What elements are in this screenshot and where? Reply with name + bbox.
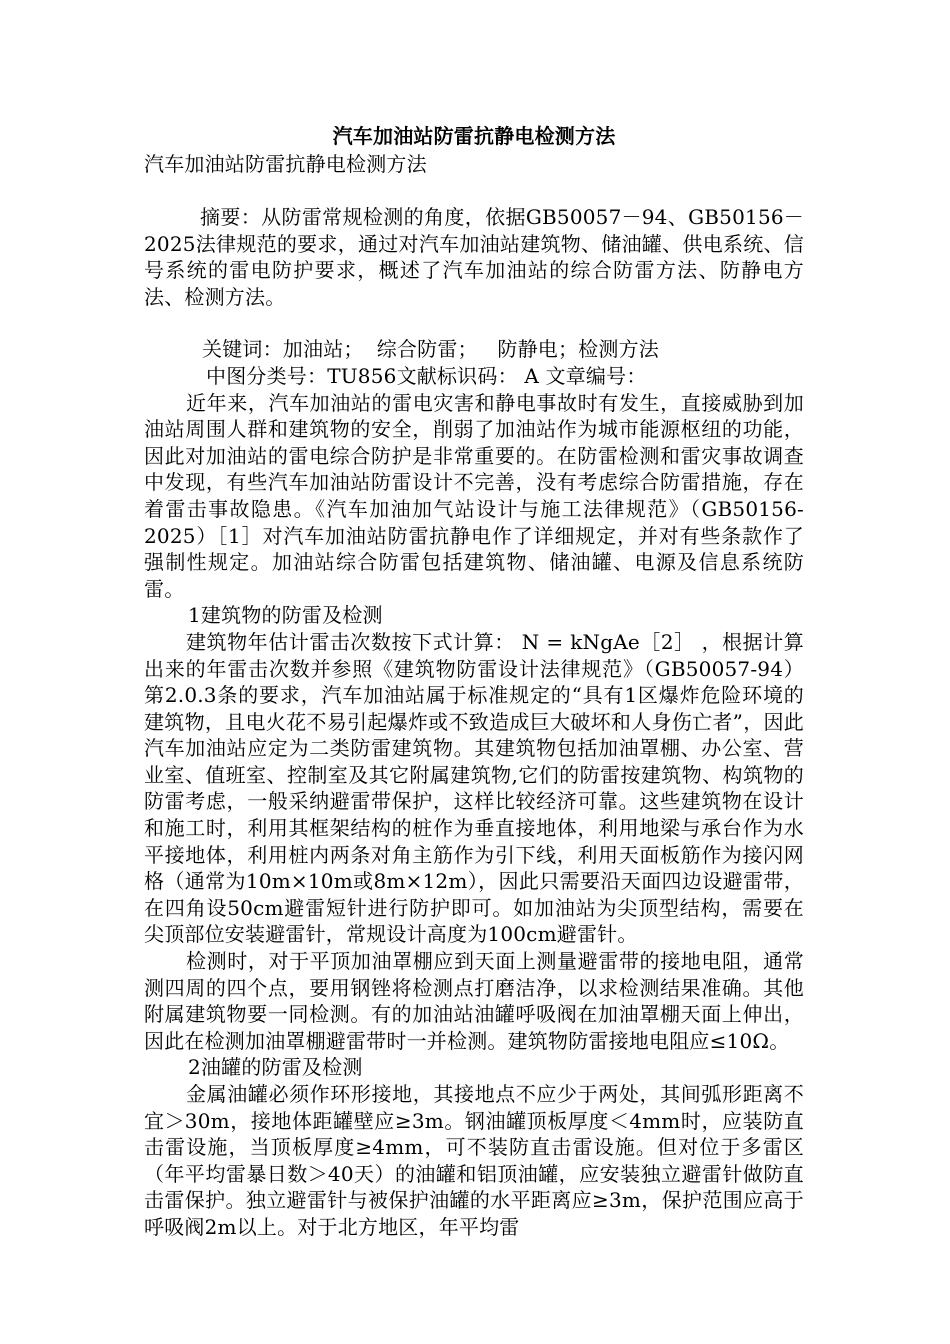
section1-paragraph-1: 建筑物年估计雷击次数按下式计算： N = kNgAe［2］ ，根据计算出来的年雷击次数并参照《建筑物防雷设计法律规范》（GB50057-94）第2.0.3条的要求，汽车加油站属于标准规定的“具有1区爆炸危险环境的建筑物，且电火花不易引起爆炸或不致造成巨大破坏和人身伤亡者”，因此汽车加油站应定为二类防雷建筑物。其建筑物包括加油罩棚、办公室、营业室、值班室、控制室及其它附属建筑物,它们的防雷按建筑物、构筑物的防雷考虑，一般采纳避雷带保护，这样比较经济可靠。这些建筑物在设计和施工时，利用其框架结构的桩作为垂直接地体，利用地梁与承台作为水平接地体，利用桩内两条对角主筋作为引下线，利用天面板筋作为接闪网格（通常为10m×10m或8m×12m），因此只需要沿天面四边设避雷带，在四角设50cm避雷短针进行防护即可。如加油站为尖顶型结构，需要在尖顶部位安装避雷针，常规设计高度为100cm避雷针。 — [144, 629, 804, 947]
blank-line — [144, 310, 804, 336]
document-subtitle: 汽车加油站防雷抗静电检测方法 — [144, 152, 427, 176]
document-body — [144, 122, 804, 1241]
intro-paragraph: 近年来，汽车加油站的雷电灾害和静电事故时有发生，直接威胁到加油站周围人群和建筑物的安全，削弱了加油站作为城市能源枢纽的功能，因此对加油站的雷电综合防护是非常重要的。在防雷检测和雷灾事故调查中发现，有些汽车加油站防雷设计不完善，没有考虑综合防雷措施，存在着雷击事故隐患。《汽车加油加气站设计与施工法律规范》（GB50156-2025）［1］对汽车加油站防雷抗静电作了详细规定，并对有些条款作了强制性规定。加油站综合防雷包括建筑物、储油罐、电源及信息系统防雷。 — [144, 390, 804, 601]
blank-line — [144, 178, 804, 204]
classification-line: 中图分类号：TU856文献标识码： A 文章编号： — [206, 363, 647, 388]
section2-paragraph-1: 金属油罐必须作环形接地，其接地点不应少于两处，其间弧形距离不宜＞30m，接地体距罐壁应≥3m。钢油罐顶板厚度＜4mm时，应装防直击雷设施，当顶板厚度≥4mm，可不装防直击雷设施。但对位于多雷区（年平均雷暴日数＞40天）的油罐和铝顶油罐，应安装独立避雷针做防直击雷保护。独立避雷针与被保护油罐的水平距离应≥3m，保护范围应高于呼吸阀2m以上。对于北方地区，年平均雷 — [144, 1082, 804, 1239]
section2-heading: 2油罐的防雷及检测 — [188, 1055, 363, 1080]
document-title: 汽车加油站防雷抗静电检测方法 — [332, 124, 616, 148]
section1-heading: 1建筑物的防雷及检测 — [188, 603, 383, 628]
section1-paragraph-2: 检测时，对于平顶加油罩棚应到天面上测量避雷带的接地电阻，通常测四周的四个点，要用钢锉将检测点打磨洁净，以求检测结果准确。其他附属建筑物要一同检测。有的加油站油罐呼吸阀在加油罩棚天面上伸出，因此在检测加油罩棚避雷带时一并检测。建筑物防雷接地电阻应≤10Ω。 — [144, 949, 804, 1053]
keywords-line: 关键词：加油站； 综合防雷； 防静电；检测方法 — [202, 337, 659, 362]
abstract-paragraph: 摘要：从防雷常规检测的角度，依据GB50057－94、GB50156－2025法律规范的要求，通过对汽车加油站建筑物、储油罐、供电系统、信号系统的雷电防护要求，概述了汽车加油站的综合防雷方法、防静电方法、检测方法。 — [144, 205, 804, 309]
